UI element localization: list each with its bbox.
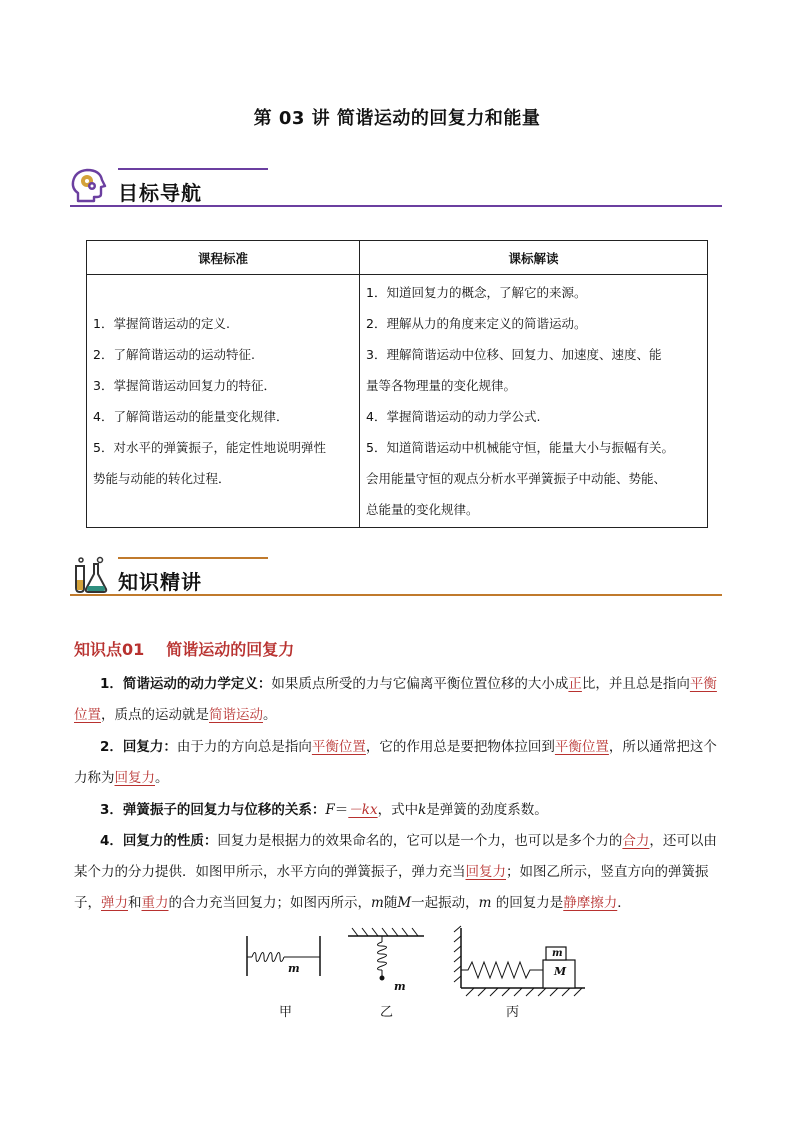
header-top-rule	[118, 168, 268, 170]
list-item: 5．对水平的弹簧振子，能定性地说明弹性	[93, 440, 326, 455]
figure-caption: 丙	[506, 1005, 520, 1020]
answer-fill: 简谐运动	[209, 707, 263, 723]
section-divider	[70, 594, 722, 596]
paragraph-4	[74, 826, 722, 919]
table-header: 课程标准	[87, 241, 360, 275]
page-title: 第 03 讲 简谐运动的回复力和能量	[253, 108, 541, 129]
para-text: 随	[383, 895, 398, 911]
para-text: 的回复力是	[491, 895, 564, 911]
section-header-goals	[70, 167, 722, 207]
para-text: ，还可以由某个力的分力提供．如图甲所示，水平方向的弹簧振子，弹力充当	[74, 833, 717, 880]
para-text: ；如图乙所示，竖直方向的弹簧振子，	[74, 864, 709, 911]
para-lead: 3．弹簧振子的回复力与位移的关系：	[100, 802, 326, 818]
para-lead: 1．简谐运动的动力学定义：	[100, 676, 272, 692]
figure-drawing	[0, 924, 794, 1024]
formula-symbol: M	[397, 895, 412, 911]
answer-fill: 回复力	[465, 864, 506, 880]
section-header-knowledge	[70, 556, 722, 596]
para-text: 。	[155, 770, 169, 786]
para-text: 和	[128, 895, 142, 911]
mass-label: m	[394, 980, 406, 993]
answer-fill: 静摩擦力	[563, 895, 618, 911]
formula-symbol: F	[325, 802, 335, 818]
figure-yi	[348, 928, 424, 981]
para-text: ．	[617, 895, 631, 911]
knowledge-point-name: 简谐运动的回复力	[166, 640, 295, 659]
answer-fill: 平衡位置	[74, 676, 717, 723]
list-item: 量等各物理量的变化规律。	[366, 378, 517, 393]
list-item: 1．掌握简谐运动的定义.	[93, 316, 230, 331]
answer-fill: 合力	[622, 833, 650, 849]
figure-jia	[247, 936, 320, 976]
formula-symbol: m	[478, 895, 492, 911]
lab-flask-icon	[70, 556, 110, 596]
para-text: 回复力是根据力的效果命名的，它可以是一个力，也可以是多个力的	[217, 833, 623, 849]
list-item: 4．掌握简谐运动的动力学公式.	[366, 409, 541, 424]
knowledge-point-number: 知识点01	[74, 640, 145, 659]
paragraph-2	[74, 732, 722, 794]
answer-fill: 正	[568, 676, 582, 692]
brain-gears-icon	[70, 167, 110, 207]
answer-fill: 平衡位置	[311, 739, 366, 755]
section-title: 目标导航	[118, 181, 202, 205]
para-text: 由于力的方向总是指向	[176, 739, 312, 755]
spring-oscillator-figure	[0, 924, 794, 1024]
para-text: ，所以通常把这个力称为	[74, 739, 717, 786]
table-cell-interpretation	[360, 275, 708, 528]
mass-label: m	[288, 962, 300, 975]
para-text: 如果质点所受的力与它偏离平衡位置位移的大小成	[271, 676, 569, 692]
para-text: ，它的作用总是要把物体拉回到	[365, 739, 555, 755]
table-header: 课标解读	[360, 241, 708, 275]
list-item: 1．知道回复力的概念，了解它的来源。	[366, 285, 587, 300]
para-text: ，质点的运动就是	[101, 707, 209, 723]
para-text: 比，并且总是指向	[581, 676, 690, 692]
formula-symbol: k	[418, 802, 427, 818]
list-item: 3．掌握简谐运动回复力的特征．	[93, 378, 276, 393]
paragraph-3	[74, 795, 722, 826]
para-text: 。	[263, 707, 277, 723]
answer-fill: －kx	[348, 802, 378, 818]
figure-caption: 甲	[279, 1005, 293, 1020]
para-text: 的合力充当回复力；如图丙所示，	[168, 895, 371, 911]
mass-label-big: M	[554, 965, 567, 978]
knowledge-point-title	[74, 637, 294, 660]
para-lead: 2．回复力：	[100, 739, 177, 755]
table-cell-standards	[87, 275, 360, 528]
para-lead: 4．回复力的性质：	[100, 833, 218, 849]
list-item: 势能与动能的转化过程．	[93, 471, 231, 486]
para-text: 是弹簧的劲度系数。	[426, 802, 548, 818]
answer-fill: 重力	[141, 895, 169, 911]
list-item: 4．了解简谐运动的能量变化规律．	[93, 409, 289, 424]
answer-fill: 平衡位置	[554, 739, 609, 755]
list-item: 总能量的变化规律。	[366, 502, 479, 517]
answer-fill: 弹力	[101, 895, 128, 911]
list-item: 3．理解简谐运动中位移、回复力、加速度、速度、能	[366, 347, 662, 362]
formula-symbol: m	[371, 895, 384, 911]
para-text: ＝	[334, 802, 349, 818]
figure-bing	[454, 926, 585, 996]
para-text: ，式中	[377, 802, 419, 818]
header-top-rule	[118, 557, 268, 559]
answer-fill: 回复力	[114, 770, 155, 786]
para-text: 一起振动，	[411, 895, 479, 911]
section-title: 知识精讲	[118, 570, 202, 594]
section-divider	[70, 205, 722, 207]
list-item: 5．知道简谐运动中机械能守恒，能量大小与振幅有关。	[366, 440, 674, 455]
list-item: 2．了解简谐运动的运动特征.	[93, 347, 255, 362]
mass-label-small: m	[552, 948, 563, 959]
paragraph-1	[74, 669, 722, 731]
list-item: 2．理解从力的角度来定义的简谐运动。	[366, 316, 587, 331]
list-item: 会用能量守恒的观点分析水平弹簧振子中动能、势能、	[366, 471, 667, 486]
figure-caption: 乙	[380, 1005, 394, 1020]
standards-table	[86, 240, 708, 528]
